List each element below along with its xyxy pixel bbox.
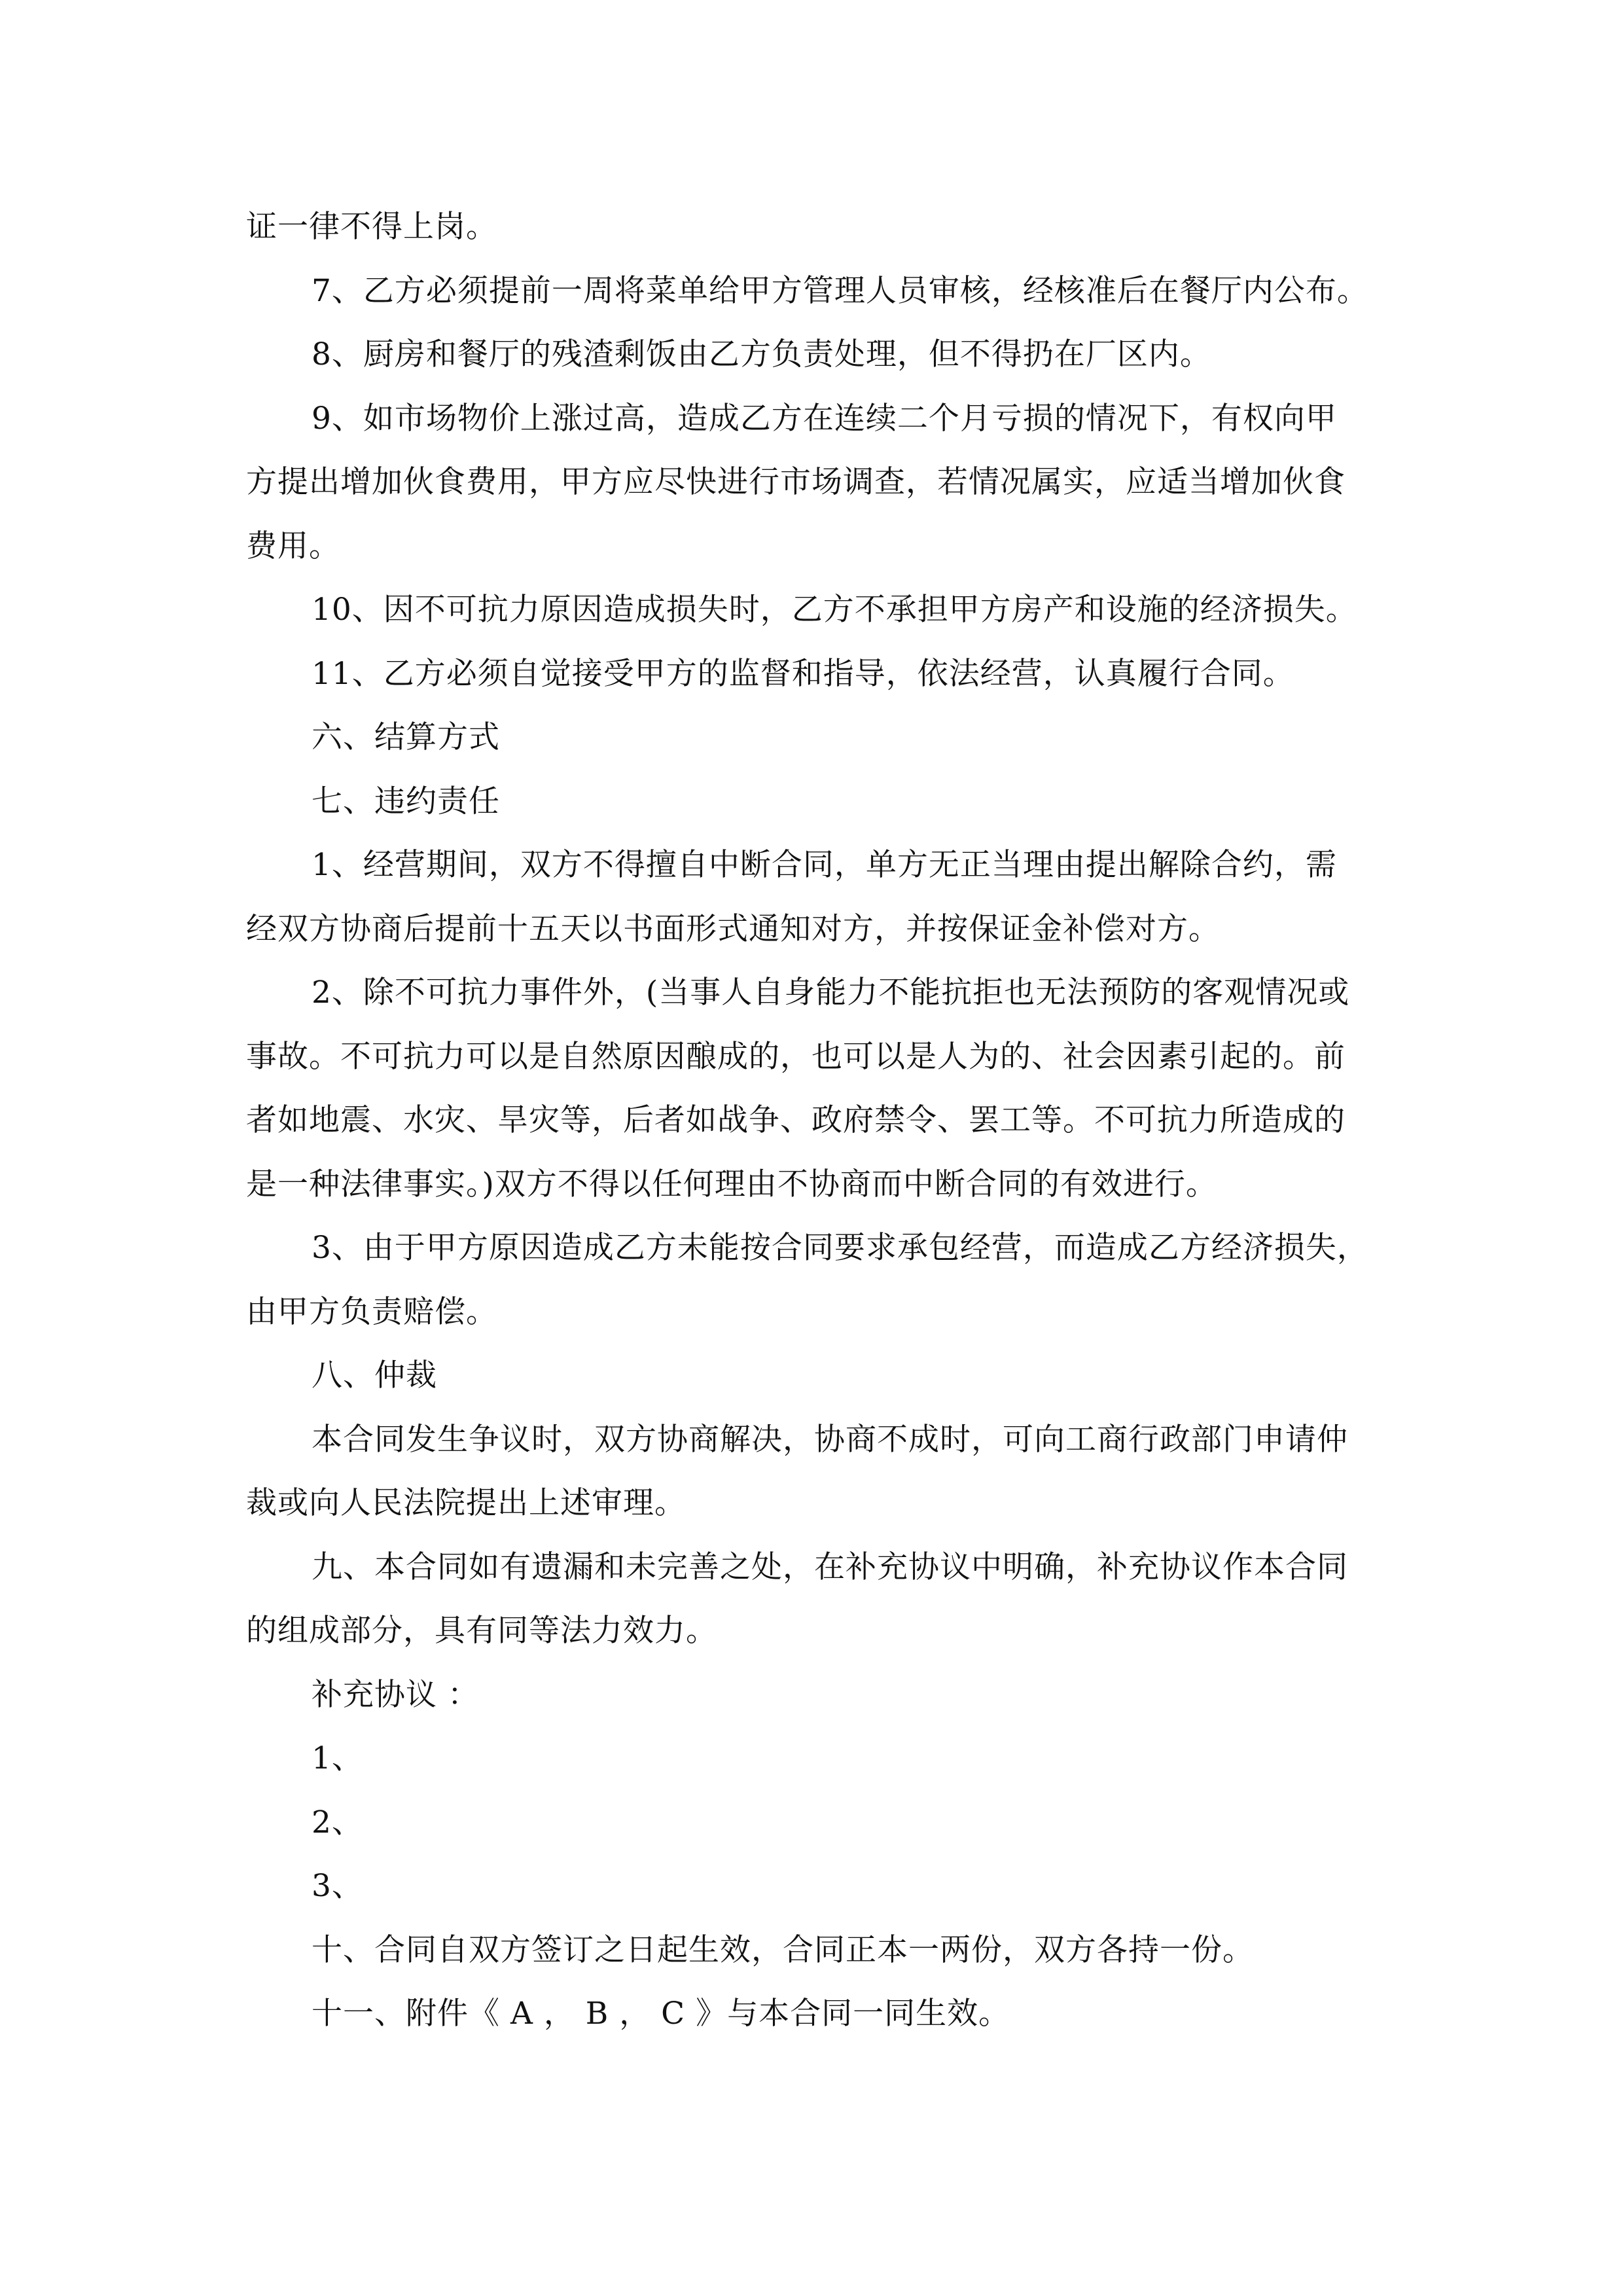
- text-line: 1、: [312, 1740, 363, 1776]
- text-line: 裁或向人民法院提出上述审理。: [246, 1485, 686, 1521]
- text-line: 六、结算方式: [312, 719, 500, 755]
- text-line: 费用。: [246, 528, 340, 564]
- text-line: 十、合同自双方签订之日起生效，合同正本一两份，双方各持一份。: [312, 1931, 1254, 1968]
- text-line: 补充协议 ：: [312, 1676, 479, 1713]
- text-line: 九、本合同如有遗漏和未完善之处，在补充协议中明确，补充协议作本合同: [312, 1549, 1348, 1585]
- text-line: 3、: [312, 1868, 363, 1904]
- text-line: 1、经营期间，双方不得擅自中断合同，单方无正当理由提出解除合约，需: [312, 847, 1337, 883]
- text-line: 2、除不可抗力事件外，(当事人自身能力不能抗拒也无法预防的客观情况或: [312, 975, 1350, 1011]
- text-line: 8、厨房和餐厅的残渣剩饭由乙方负责处理，但不得扔在厂区内。: [312, 336, 1211, 372]
- text-line: 十一、附件《 A ， B ， C 》与本合同一同生效。: [312, 1996, 1010, 2032]
- text-line: 3、由于甲方原因造成乙方未能按合同要求承包经营，而造成乙方经济损失，: [312, 1230, 1368, 1266]
- text-line: 证一律不得上岗。: [246, 209, 497, 245]
- text-line: 八、仲裁: [312, 1357, 437, 1393]
- text-line: 2、: [312, 1804, 363, 1840]
- text-line: 经双方协商后提前十五天以书面形式通知对方，并按保证金补偿对方。: [246, 910, 1220, 947]
- text-line: 本合同发生争议时，双方协商解决，协商不成时，可向工商行政部门申请仲: [312, 1421, 1348, 1458]
- text-line: 方提出增加伙食费用，甲方应尽快进行市场调查，若情况属实，应适当增加伙食: [246, 464, 1346, 500]
- text-line: 10、因不可抗力原因造成损失时，乙方不承担甲方房产和设施的经济损失。: [312, 592, 1357, 628]
- document-page: [246, 195, 1398, 2046]
- text-line: 由甲方负责赔偿。: [246, 1293, 497, 1330]
- text-line: 的组成部分，具有同等法力效力。: [246, 1613, 717, 1649]
- text-line: 9、如市场物价上涨过高，造成乙方在连续二个月亏损的情况下，有权向甲: [312, 400, 1337, 437]
- text-line: 事故。不可抗力可以是自然原因酿成的，也可以是人为的、社会因素引起的。前: [246, 1038, 1346, 1075]
- text-line: 者如地震、水灾、旱灾等，后者如战争、政府禁令、罢工等。不可抗力所造成的: [246, 1102, 1346, 1138]
- text-line: 七、违约责任: [312, 783, 500, 819]
- text-line: 7、乙方必须提前一周将菜单给甲方管理人员审核，经核准后在餐厅内公布。: [312, 272, 1368, 309]
- text-line: 是一种法律事实。)双方不得以任何理由不协商而中断合同的有效进行。: [246, 1166, 1217, 1202]
- text-line: 11、乙方必须自觉接受甲方的监督和指导，依法经营，认真履行合同。: [312, 655, 1294, 692]
